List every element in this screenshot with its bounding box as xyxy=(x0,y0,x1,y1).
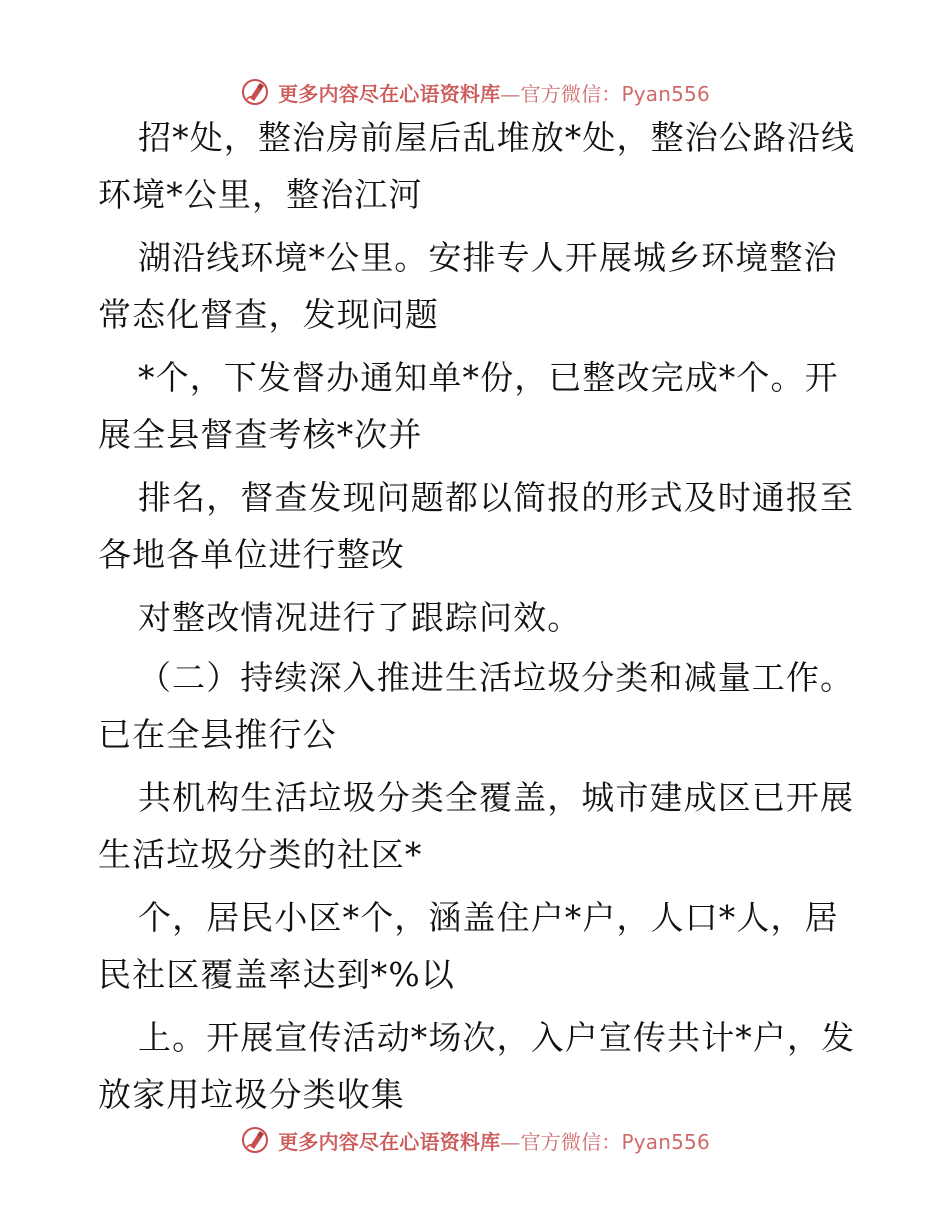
paragraph-line: 招*处，整治房前屋后乱堆放*处，整治公路沿线 xyxy=(138,118,856,157)
footer-separator: — xyxy=(500,1129,521,1154)
footer-brand: 更多内容尽在心语资料库 xyxy=(278,1129,501,1154)
header-watermark-text xyxy=(278,78,710,107)
paragraph-line: 已在全县推行公 xyxy=(98,715,337,754)
paragraph-line: 环境*公里，整治江河 xyxy=(98,175,423,214)
header-watermark xyxy=(0,72,950,112)
paragraph-line: 共机构生活垃圾分类全覆盖，城市建成区已开展 xyxy=(138,778,855,817)
paragraph-line: 民社区覆盖率达到*%以 xyxy=(98,955,455,994)
paragraph-line: *个，下发督办通知单*份，已整改完成*个。开 xyxy=(138,358,839,397)
paragraph-line: 排名，督查发现问题都以简报的形式及时通报至 xyxy=(138,478,855,517)
footer-watermark-text xyxy=(278,1126,710,1155)
paragraph-line: 湖沿线环境*公里。安排专人开展城乡环境整治 xyxy=(138,238,838,277)
footer-watermark xyxy=(0,1120,950,1160)
footer-handle: Pyan556 xyxy=(621,1129,710,1154)
paragraph-line: 展全县督查考核*次并 xyxy=(98,415,423,454)
header-handle: Pyan556 xyxy=(621,81,710,106)
section-heading-line: （二）持续深入推进生活垃圾分类和减量工作。 xyxy=(138,658,855,697)
paragraph-line: 各地各单位进行整改 xyxy=(98,535,405,574)
paragraph-line: 对整改情况进行了跟踪问效。 xyxy=(138,598,582,637)
paragraph-line: 个，居民小区*个，涵盖住户*户，人口*人，居 xyxy=(138,898,839,937)
paragraph-line: 生活垃圾分类的社区* xyxy=(98,835,423,874)
paragraph-line: 上。开展宣传活动*场次，入户宣传共计*户，发 xyxy=(138,1018,856,1057)
paragraph-line: 常态化督查，发现问题 xyxy=(98,295,439,334)
pen-logo-icon xyxy=(240,77,270,107)
header-separator: — xyxy=(500,81,521,106)
pen-logo-icon xyxy=(240,1125,270,1155)
paragraph-line: 放家用垃圾分类收集 xyxy=(98,1075,405,1114)
header-label: 官方微信： xyxy=(520,81,622,106)
header-brand: 更多内容尽在心语资料库 xyxy=(278,81,501,106)
footer-label: 官方微信： xyxy=(520,1129,622,1154)
